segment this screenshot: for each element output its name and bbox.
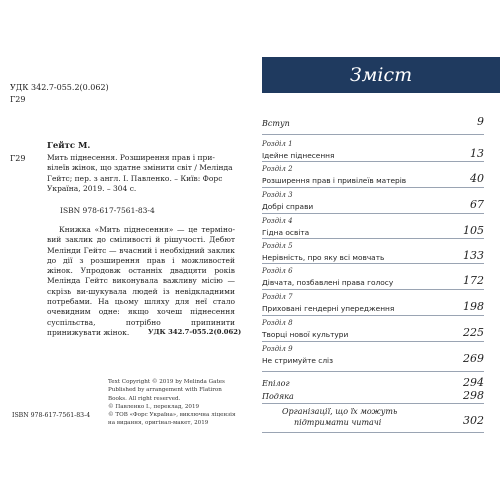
- toc-entry-page: 9: [477, 115, 484, 128]
- bib-line: Мить піднесення. Розширення прав і при-: [47, 153, 215, 162]
- copyright-line: © ТОВ «Форс Україна», виключна ліцензія: [108, 412, 236, 419]
- copyright-line: на видання, оригінал-макет, 2019: [108, 420, 209, 427]
- toc-divider: [262, 213, 484, 214]
- chapter-label: Розділ 1: [262, 140, 293, 148]
- toc-divider: [262, 263, 484, 264]
- isbn: ISBN 978-617-7561-83-4: [60, 206, 155, 215]
- toc-divider: [262, 432, 484, 433]
- toc-divider: [262, 403, 484, 404]
- toc-divider: [262, 371, 484, 372]
- chapter-page: 133: [463, 249, 484, 262]
- toc-entry-chapter: [262, 343, 484, 371]
- udk-code-bottom: УДК 342.7-055.2(0.062): [148, 328, 242, 336]
- chapter-title: Гідна освіта: [262, 228, 310, 237]
- annotation: Книжка «Мить піднесення» — це терміно-вий заклик до сміливості й рішучості. Дебют Мелінди Гейтс — вчасний і необхідний заклик до дії з розширення прав і можливостей жінок. Упродовж останніх двадцяти років Мелінда Гейтс виконувала важливу місію — скрізь ви-шукувала людей із невідкладними потребами. На цьому шляху для неї стало очевидним одне: якщо хочеш піднесення суспільства, потрібно припинити принижувати жінок.: [47, 225, 235, 337]
- chapter-title: Добрі справи: [262, 202, 314, 211]
- chapter-label: Розділ 6: [262, 267, 293, 275]
- chapter-page: 198: [463, 300, 484, 313]
- chapter-title: Ідейне піднесення: [262, 151, 335, 160]
- chapter-label: Розділ 5: [262, 242, 293, 250]
- chapter-title: Нерівність, про яку всі мовчать: [262, 253, 385, 262]
- bib-line: Україна, 2019. – 304 с.: [47, 183, 137, 193]
- chapter-page: 225: [463, 326, 484, 339]
- toc-entry-epilogue: [262, 376, 484, 390]
- chapter-page: 172: [463, 274, 484, 287]
- copyright-line: Books. All right reserved.: [108, 395, 181, 402]
- isbn-bottom: ISBN 978-617-7561-83-4: [12, 412, 91, 419]
- author-name: Гейтс М.: [47, 141, 91, 151]
- chapter-page: 105: [463, 224, 484, 237]
- toc-divider: [262, 315, 484, 316]
- chapter-page: 269: [463, 352, 484, 365]
- toc-entry-title: Подяка: [262, 392, 294, 401]
- bib-line: вілеїв жінок, що здатне змінити світ / Мелінда: [47, 163, 233, 173]
- toc-entry-organizations: [262, 405, 484, 431]
- toc-entry-page: 302: [463, 414, 484, 427]
- toc-entry-page: 298: [463, 389, 484, 402]
- chapter-label: Розділ 3: [262, 191, 293, 199]
- chapter-label: Розділ 7: [262, 293, 293, 301]
- copyright-line: © Павленко І., переклад, 2019: [108, 403, 200, 410]
- toc-divider: [262, 187, 484, 188]
- chapter-page: 13: [470, 147, 484, 160]
- chapter-title: Дівчата, позбавлені права голосу: [262, 278, 394, 287]
- toc-divider: [262, 289, 484, 290]
- chapter-page: 67: [470, 198, 484, 211]
- toc-entry-title: Епілог: [262, 379, 290, 388]
- chapter-title: Не стримуйте сліз: [262, 356, 334, 365]
- toc-divider: [262, 161, 484, 162]
- chapter-label: Розділ 8: [262, 319, 293, 327]
- chapter-label: Розділ 4: [262, 217, 293, 225]
- toc-divider: [262, 134, 484, 135]
- toc-entry-page: 294: [463, 376, 484, 389]
- toc-entry-intro: [262, 112, 484, 132]
- toc-entry-title: Вступ: [262, 119, 290, 128]
- chapter-title: Розширення прав і привілеїв матерів: [262, 176, 407, 185]
- toc-entry-title-line2: підтримати читачі: [294, 418, 382, 427]
- toc-divider: [262, 341, 484, 342]
- copyright-block: [108, 378, 235, 428]
- chapter-title: Творці нової культури: [262, 330, 349, 339]
- chapter-title: Приховані гендерні упередження: [262, 304, 395, 313]
- library-code: Г29: [10, 95, 26, 104]
- bib-line: Гейтс; пер. з англ. І. Павленко. – Київ: Форс: [47, 173, 223, 183]
- udk-code: УДК 342.7-055.2(0.062): [10, 83, 109, 92]
- toc-entry-thanks: [262, 389, 484, 403]
- chapter-label: Розділ 2: [262, 165, 293, 173]
- toc-title: Зміст: [349, 64, 413, 86]
- library-code-side: Г29: [10, 154, 26, 163]
- chapter-label: Розділ 9: [262, 345, 293, 353]
- toc-divider: [262, 238, 484, 239]
- toc-entry-title-line1: Організації, що їх можуть: [282, 407, 398, 416]
- chapter-page: 40: [470, 172, 484, 185]
- copyright-line: Published by arrangement with Flatiron: [108, 387, 222, 394]
- copyright-line: Text Copyright © 2019 by Melinda Gates: [108, 379, 225, 385]
- bibliographic-description: [47, 153, 237, 194]
